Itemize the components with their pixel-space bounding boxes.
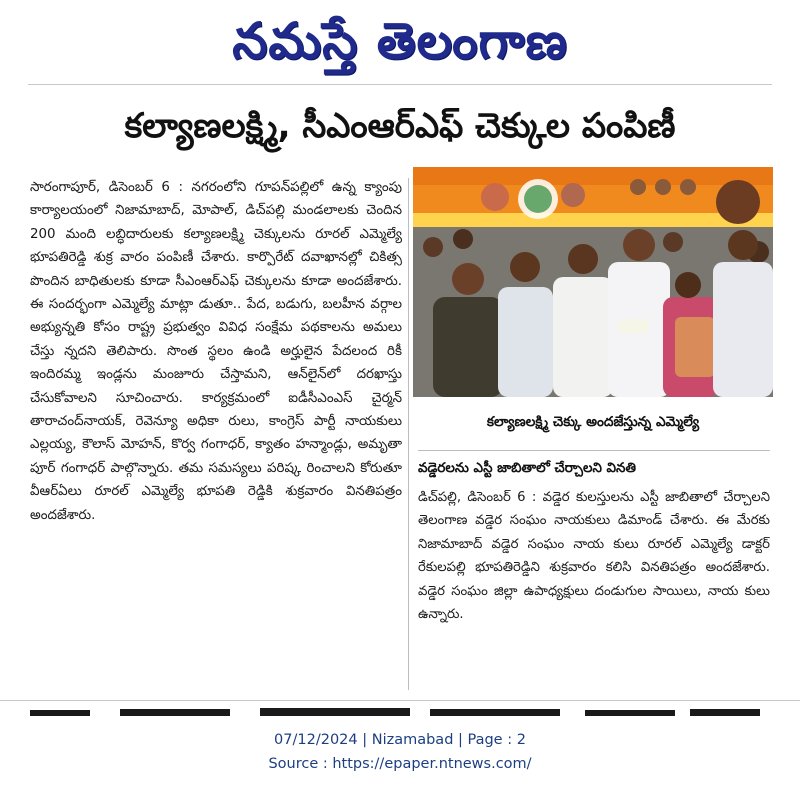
photo-caption: కల్యాణలక్ష్మి చెక్కు అందజేస్తున్న ఎమ్మెల్యే	[486, 414, 700, 430]
source-info: Source : https://epaper.ntnews.com/	[268, 756, 532, 772]
side-article-headline: వడ్డెరలను ఎస్టీ జాబితాలో చేర్చాలని వినతి	[418, 461, 636, 476]
edition-info: 07/12/2024 | Nizamabad | Page : 2	[274, 732, 526, 748]
bottom-divider	[0, 700, 800, 701]
article-headline: కల్యాణలక్ష్మి, సీఎంఆర్ఎఫ్ చెక్కుల పంపిణీ	[124, 106, 676, 146]
masthead-logo: నమస్తే తెలంగాణ	[232, 12, 568, 70]
news-photo-illustration	[413, 167, 773, 397]
column-divider	[408, 178, 409, 690]
side-article-body: డిచ్‌పల్లి, డిసెంబర్ 6 : వడ్డెర కులస్తులను ఎస్టీ జాబితాలో చేర్చాలని తెలంగాణ వడ్డెర సంఘం నాయకులు డిమాండ్ చేశారు. ఈ మేరకు నిజామాబాద్ వడ్డెర సంఘం నాయ కులు రూరల్ ఎమ్మెల్యే డాక్టర్ రేకులపల్లి భూపతిరెడ్డిని శుక్రవారం కలిసి వినతిపత్రం అందజేశారు. వడ్డెర సంఘం జిల్లా ఉపాధ్యక్షులు దండుగుల సాయిలు, నాయ కులు ఉన్నారు.	[418, 490, 770, 623]
caption-divider	[418, 450, 770, 451]
cut-off-text-strip	[30, 704, 770, 716]
masthead	[0, 6, 800, 76]
main-article-body: సారంగాపూర్, డిసెంబర్ 6 : నగరంలోని గూపన్‌పల్లిలో ఉన్న క్యాంపు కార్యాలయంలో నిజామాబాద్, మోపాల్, డిచ్‌పల్లి మండలాలకు చెందిన 200 మంది లబ్ధిదారులకు కల్యాణలక్ష్మి చెక్కులను రూరల్ ఎమ్మెల్యే భూపతిరెడ్డి శుక్ర వారం పంపిణీ చేశారు. కార్పొరేట్ దవాఖానల్లో చికిత్స పొందిన బాధితులకు కూడా సీఎంఆర్ఎఫ్ చెక్కులను కూడా అందజేశారు. ఈ సందర్భంగా ఎమ్మెల్యే మాట్లా డుతూ.. పేద, బడుగు, బలహీన వర్గాల అభ్యున్నతి కోసం రాష్ట్ర ప్రభుత్వం వివిధ సంక్షేమ పథకాలను అమలు చేస్తు న్నదని తెలిపారు. సొంత స్థలం ఉండి అర్హులైన పేదలంద రికీ ఇందిరమ్మ ఇండ్లను మంజూరు చేస్తామని, ఆన్‌లైన్‌లో దరఖాస్తు చేసుకోవాలని సూచించారు. కార్యక్రమంలో ఐడీసీఎంఎస్ చైర్మన్ తారాచంద్‌నాయక్, రెవెన్యూ అధికా రులు, కాంగ్రెస్ పార్టీ నాయకులు ఎల్లయ్య, కౌలాస్ మోహన్, కొర్వ గంగాధర్, క్యాతం హన్మాండ్లు, అమృతా పూర్ గంగాధర్ పాల్గొన్నారు. తమ సమస్యలు పరిష్క రించాలని కోరుతూ వీఆర్ఏలు రూరల్ ఎమ్మెల్యే భూపతి రెడ్డికి శుక్రవారం వినతిపత్రం అందజేశారు.	[30, 180, 402, 523]
top-divider	[28, 84, 772, 85]
news-photo	[413, 167, 773, 397]
